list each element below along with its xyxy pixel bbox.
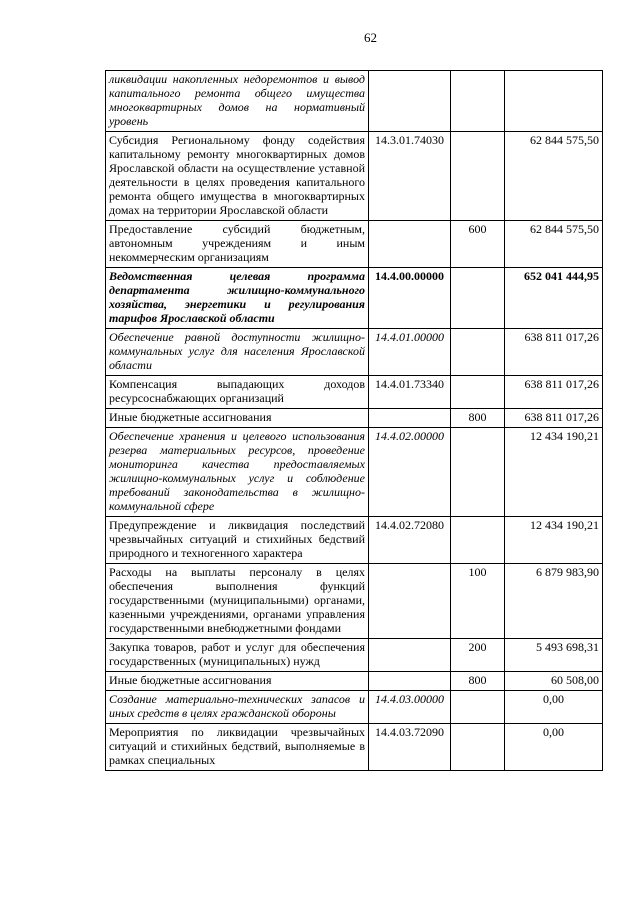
expense-name-cell: Мероприятия по ликвидации чрезвычайных ситуаций и стихийных бедствий, выполняемые в рамках специальных — [106, 724, 369, 771]
target-code-cell — [369, 672, 451, 691]
target-code-cell — [369, 409, 451, 428]
target-code-cell: 14.4.01.73340 — [369, 376, 451, 409]
table-row — [106, 71, 603, 132]
target-code-cell: 14.3.01.74030 — [369, 132, 451, 221]
target-code-cell — [369, 221, 451, 268]
expense-name-cell: Предупреждение и ликвидация последствий чрезвычайных ситуаций и стихийных бедствий природного и техногенного характера — [106, 517, 369, 564]
expense-name-cell: Закупка товаров, работ и услуг для обеспечения государственных (муниципальных) нужд — [106, 639, 369, 672]
table-row — [106, 672, 603, 691]
expense-type-cell — [451, 376, 505, 409]
amount-cell: 6 879 983,90 — [505, 564, 603, 639]
expense-name-cell: Компенсация выпадающих доходов ресурсоснабжающих организаций — [106, 376, 369, 409]
table-row — [106, 409, 603, 428]
target-code-cell: 14.4.01.00000 — [369, 329, 451, 376]
amount-cell: 5 493 698,31 — [505, 639, 603, 672]
amount-cell: 62 844 575,50 — [505, 132, 603, 221]
target-code-cell — [369, 639, 451, 672]
amount-cell — [505, 71, 603, 132]
amount-cell: 0,00 — [505, 691, 603, 724]
expense-type-cell — [451, 517, 505, 564]
expense-name-cell: Предоставление субсидий бюджетным, автономным учреждениям и иным некоммерческим организациям — [106, 221, 369, 268]
expense-type-cell — [451, 132, 505, 221]
table-row — [106, 329, 603, 376]
budget-table-body — [106, 71, 603, 771]
amount-cell: 638 811 017,26 — [505, 329, 603, 376]
expense-type-cell — [451, 428, 505, 517]
amount-cell: 638 811 017,26 — [505, 409, 603, 428]
expense-name-cell: Обеспечение равной доступности жилищно-коммунальных услуг для населения Ярославской области — [106, 329, 369, 376]
table-row — [106, 376, 603, 409]
expense-type-cell: 800 — [451, 672, 505, 691]
expense-type-cell: 200 — [451, 639, 505, 672]
expense-name-cell: Расходы на выплаты персоналу в целях обеспечения выполнения функций государственными (муниципальными) органами, казенными учреждениями, органами управления государственными внебюджетными фондами — [106, 564, 369, 639]
expense-type-cell — [451, 268, 505, 329]
expense-name-cell: Иные бюджетные ассигнования — [106, 409, 369, 428]
target-code-cell: 14.4.03.00000 — [369, 691, 451, 724]
expense-name-cell: Ведомственная целевая программа департамента жилищно-коммунального хозяйства, энергетики и регулирования тарифов Ярославской области — [106, 268, 369, 329]
table-row — [106, 428, 603, 517]
amount-cell: 0,00 — [505, 724, 603, 771]
amount-cell: 12 434 190,21 — [505, 428, 603, 517]
target-code-cell — [369, 564, 451, 639]
expense-type-cell: 100 — [451, 564, 505, 639]
target-code-cell — [369, 71, 451, 132]
table-row — [106, 691, 603, 724]
expense-type-cell: 800 — [451, 409, 505, 428]
target-code-cell: 14.4.02.72080 — [369, 517, 451, 564]
table-row — [106, 639, 603, 672]
expense-type-cell — [451, 691, 505, 724]
page-number: 62 — [364, 30, 377, 45]
expense-name-cell: Иные бюджетные ассигнования — [106, 672, 369, 691]
amount-cell: 60 508,00 — [505, 672, 603, 691]
expense-name-cell: Субсидия Региональному фонду содействия капитальному ремонту многоквартирных домов Ярославской области на осуществление уставной деятельности в целях проведения капитального ремонта общего имущества в многоквартирных домах на территории Ярославской области — [106, 132, 369, 221]
table-row — [106, 724, 603, 771]
expense-type-cell: 600 — [451, 221, 505, 268]
amount-cell: 652 041 444,95 — [505, 268, 603, 329]
expense-name-cell: ликвидации накопленных недоремонтов и вывод капитального ремонта общего имущества многоквартирных домов на нормативный уровень — [106, 71, 369, 132]
expense-name-cell: Обеспечение хранения и целевого использования резерва материальных ресурсов, проведение мониторинга качества предоставляемых жилищно-коммунальных услуг и соблюдение требований законодательства в жилищно-коммунальной сфере — [106, 428, 369, 517]
target-code-cell: 14.4.03.72090 — [369, 724, 451, 771]
target-code-cell: 14.4.00.00000 — [369, 268, 451, 329]
amount-cell: 12 434 190,21 — [505, 517, 603, 564]
table-row — [106, 268, 603, 329]
table-row — [106, 564, 603, 639]
expense-type-cell — [451, 71, 505, 132]
target-code-cell: 14.4.02.00000 — [369, 428, 451, 517]
amount-cell: 62 844 575,50 — [505, 221, 603, 268]
table-row — [106, 517, 603, 564]
table-row — [106, 221, 603, 268]
amount-cell: 638 811 017,26 — [505, 376, 603, 409]
table-row — [106, 132, 603, 221]
expense-type-cell — [451, 329, 505, 376]
budget-table — [105, 70, 603, 771]
expense-type-cell — [451, 724, 505, 771]
expense-name-cell: Создание материально-технических запасов и иных средств в целях гражданской обороны — [106, 691, 369, 724]
